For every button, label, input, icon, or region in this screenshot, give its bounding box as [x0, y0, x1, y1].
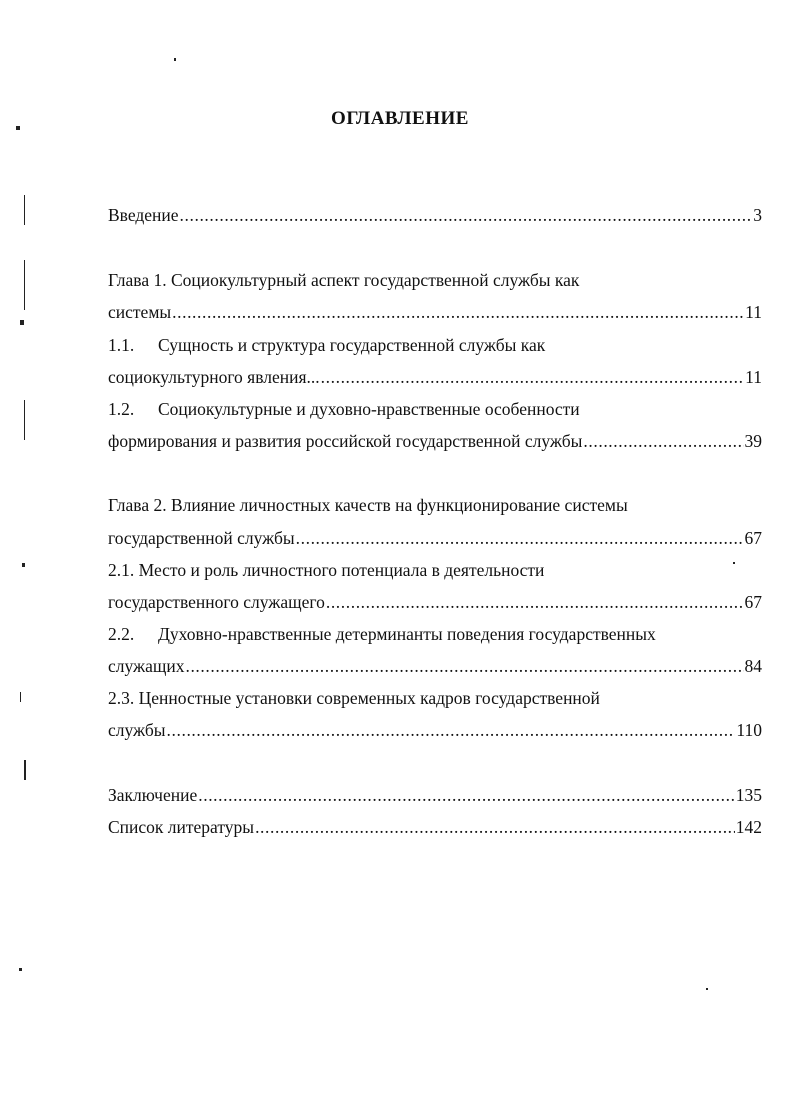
toc-entry-section-1-1[interactable]	[108, 367, 762, 388]
toc-entry-intro[interactable]	[108, 205, 762, 226]
toc-section-2-3-title[interactable]	[108, 688, 762, 709]
dot-leader	[255, 817, 735, 838]
toc-page-number: 39	[744, 431, 762, 451]
scan-speck	[24, 760, 26, 780]
scan-speck	[24, 260, 25, 310]
section-number: 2.3.	[108, 688, 135, 708]
scan-speck	[174, 58, 176, 61]
toc-label: социокультурного явления...	[108, 367, 320, 387]
scan-speck	[24, 400, 25, 440]
toc-label: государственного служащего	[108, 592, 325, 612]
toc-page-number: 11	[745, 302, 762, 322]
scan-speck	[20, 320, 24, 325]
dot-leader	[296, 528, 744, 549]
toc-page-number: 67	[744, 528, 762, 548]
page-title: ОГЛАВЛЕНИЕ	[331, 108, 469, 129]
toc-entry-section-2-3[interactable]	[108, 720, 762, 741]
dot-leader	[167, 720, 736, 741]
toc-entry-section-2-1[interactable]	[108, 592, 762, 613]
section-number: 1.1.	[108, 335, 135, 355]
dot-leader	[326, 592, 744, 613]
dot-leader	[180, 205, 753, 226]
section-number: 2.1.	[108, 560, 135, 580]
dot-leader	[321, 367, 744, 388]
scan-speck	[706, 988, 708, 990]
section-title: Место и роль личностного потенциала в деятельности	[138, 560, 545, 580]
toc-entry-chapter1[interactable]	[108, 302, 762, 323]
toc-entry-conclusion[interactable]	[108, 785, 762, 806]
toc-page-number: 11	[745, 367, 762, 387]
toc-entry-chapter2[interactable]	[108, 528, 762, 549]
toc-label: государственной службы	[108, 528, 295, 548]
toc-page-number: 135	[735, 785, 762, 805]
section-number: 2.2.	[108, 624, 135, 644]
scan-speck	[20, 692, 21, 702]
dot-leader	[185, 656, 743, 677]
scan-speck	[24, 195, 25, 225]
toc-page-number: 3	[753, 205, 762, 225]
toc-page-number: 84	[744, 656, 762, 676]
toc-section-1-2-title[interactable]	[108, 399, 762, 420]
toc-label: Список литературы	[108, 817, 255, 837]
toc-page-number: 142	[735, 817, 762, 837]
scan-speck	[733, 562, 735, 564]
toc-entry-section-1-2[interactable]	[108, 431, 762, 452]
toc-entry-section-2-2[interactable]	[108, 656, 762, 677]
toc-chapter2-title[interactable]: Глава 2. Влияние личностных качеств на функционирование системы	[108, 495, 628, 515]
toc-section-1-1-title[interactable]	[108, 335, 762, 356]
section-title: Сущность и структура государственной службы как	[158, 335, 546, 355]
dot-leader	[172, 302, 744, 323]
toc-label: системы	[108, 302, 172, 322]
section-title: Ценностные установки современных кадров государственной	[138, 688, 600, 708]
toc-label: Заключение	[108, 785, 198, 805]
toc-label: Введение	[108, 205, 179, 225]
toc-section-2-2-title[interactable]	[108, 624, 762, 645]
section-number: 1.2.	[108, 399, 135, 419]
dot-leader	[583, 431, 743, 452]
section-title: Социокультурные и духовно-нравственные особенности	[158, 399, 580, 419]
toc-page-number: 110	[736, 720, 762, 740]
scan-speck	[22, 563, 25, 567]
toc-section-2-1-title[interactable]	[108, 560, 762, 581]
toc-chapter1-title[interactable]: Глава 1. Социокультурный аспект государственной службы как	[108, 270, 580, 290]
toc-page-number: 67	[744, 592, 762, 612]
scan-speck	[19, 968, 22, 971]
toc-label: службы	[108, 720, 166, 740]
scan-speck	[16, 126, 20, 130]
dot-leader	[198, 785, 735, 806]
section-title: Духовно-нравственные детерминанты поведения государственных	[158, 624, 656, 644]
toc-label: формирования и развития российской государственной службы	[108, 431, 583, 451]
toc-entry-bibliography[interactable]	[108, 817, 762, 838]
toc-label: служащих	[108, 656, 185, 676]
